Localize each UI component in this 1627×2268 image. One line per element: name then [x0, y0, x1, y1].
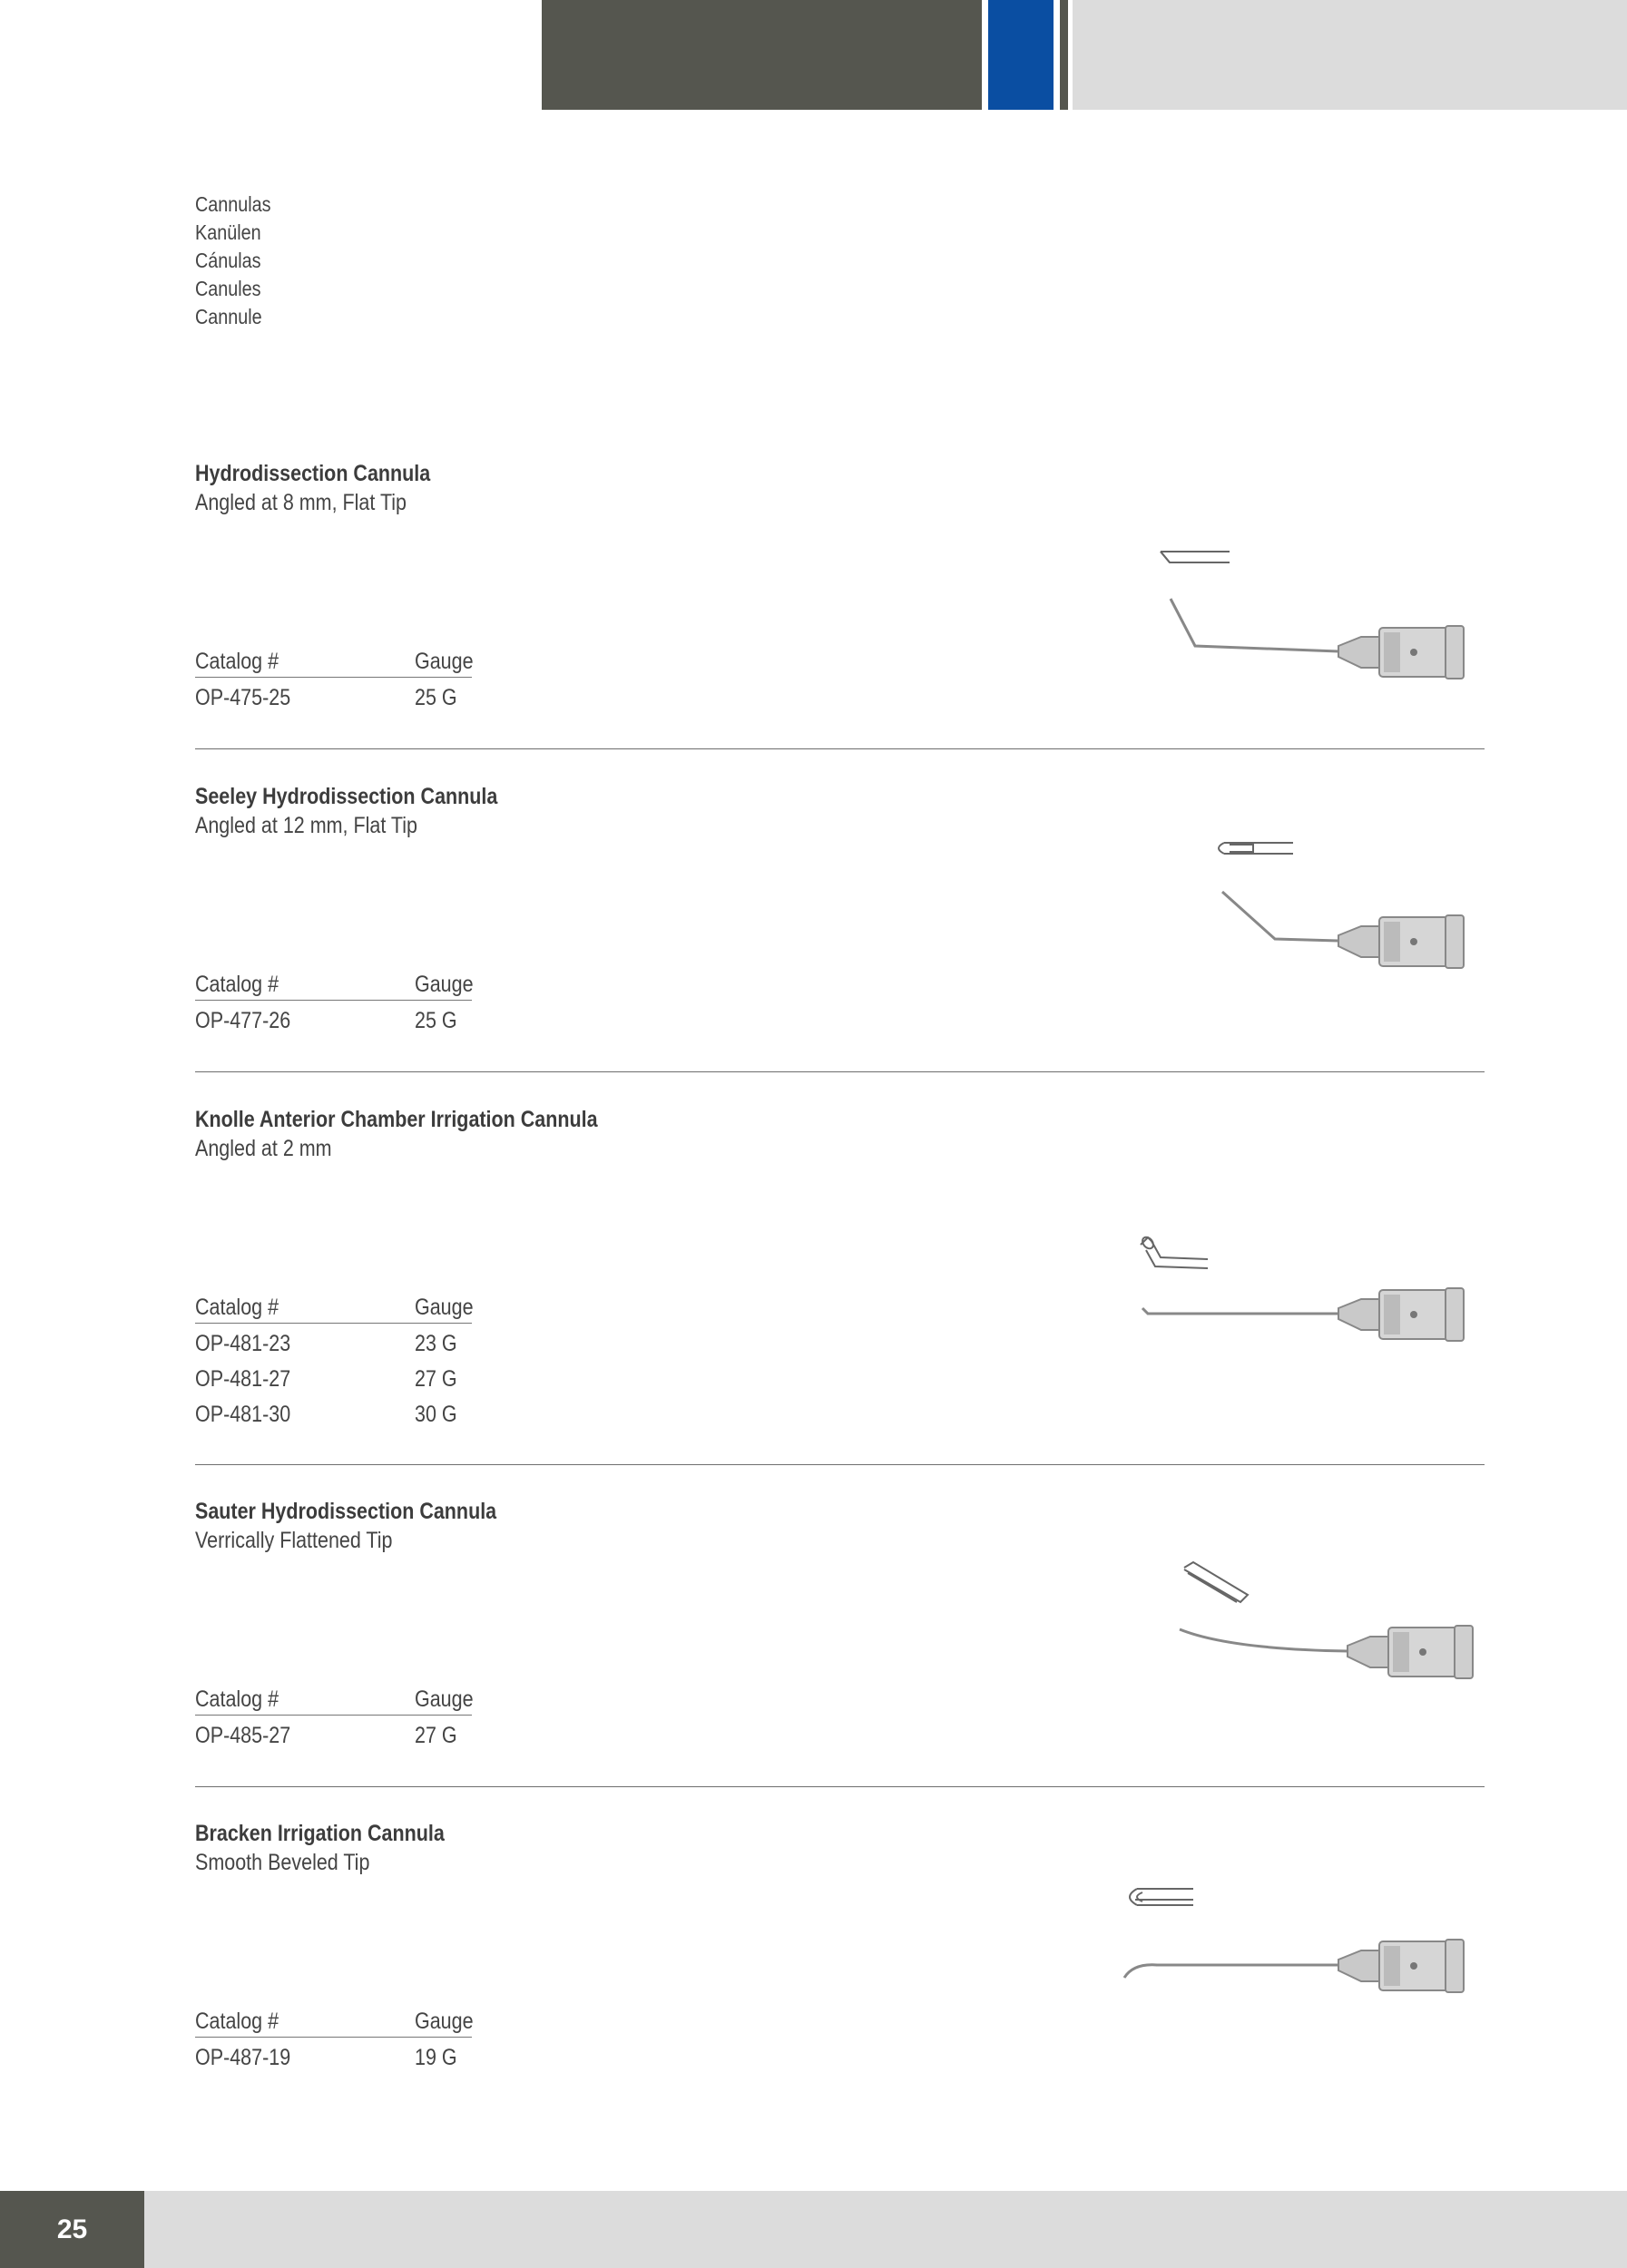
footer-bar: [144, 2191, 1627, 2268]
category-title-it: Cannule: [195, 305, 262, 328]
table-row: [195, 1716, 472, 1751]
product-table: [195, 2000, 472, 2073]
table-row: [195, 1394, 472, 1430]
product-seeley-hydrodissection-cannula: [195, 782, 1484, 1033]
gauge-value: 23 G: [415, 1331, 457, 1356]
product-name: Knolle Anterior Chamber Irrigation Cannula: [195, 1107, 598, 1132]
gauge-value: 19 G: [415, 2045, 457, 2070]
table-header: [195, 1678, 472, 1716]
product-bracken-irrigation-cannula: [195, 1819, 1484, 2070]
category-title-fr: Canules: [195, 277, 261, 300]
product-hydrodissection-cannula: [195, 459, 1484, 710]
catalog-number: OP-477-26: [195, 1008, 291, 1033]
gauge-value: 25 G: [415, 1008, 457, 1033]
header-blue-block: [988, 0, 1054, 110]
gauge-header: Gauge: [415, 649, 474, 674]
catalog-number: OP-481-27: [195, 1366, 291, 1392]
product-name: Seeley Hydrodissection Cannula: [195, 784, 498, 809]
product-table: [195, 1286, 472, 1430]
seeley-cannula-illustration: [1211, 839, 1493, 993]
product-subtitle: Angled at 2 mm: [195, 1136, 332, 1161]
gauge-value: 25 G: [415, 685, 457, 710]
bracken-cannula-illustration: [1121, 1885, 1493, 2012]
catalog-header: Catalog #: [195, 1295, 279, 1320]
gauge-value: 30 G: [415, 1402, 457, 1427]
product-table: [195, 1678, 472, 1751]
catalog-header: Catalog #: [195, 649, 279, 674]
knolle-cannula-illustration: [1139, 1234, 1493, 1352]
table-row: [195, 1324, 472, 1359]
catalog-number: OP-481-30: [195, 1402, 291, 1427]
page-number: 25: [56, 2214, 88, 2244]
hydrodissection-cannula-illustration: [1157, 544, 1493, 689]
category-title-es: Cánulas: [195, 249, 261, 272]
table-row: [195, 678, 472, 713]
category-title-list: [195, 191, 283, 331]
product-name: Sauter Hydrodissection Cannula: [195, 1499, 497, 1524]
catalog-number: OP-485-27: [195, 1723, 291, 1748]
category-title-en: Cannulas: [195, 192, 271, 216]
catalog-header: Catalog #: [195, 2009, 279, 2034]
catalog-number: OP-475-25: [195, 685, 291, 710]
header-separator-block: [1060, 0, 1068, 110]
header-dark-block: [542, 0, 982, 110]
table-header: [195, 1286, 472, 1324]
section-divider: [195, 1071, 1485, 1072]
table-header: [195, 2000, 472, 2038]
product-subtitle: Angled at 12 mm, Flat Tip: [195, 813, 417, 838]
header-light-block: [1073, 0, 1627, 110]
sauter-cannula-illustration: [1175, 1560, 1493, 1696]
catalog-header: Catalog #: [195, 972, 279, 997]
section-divider: [195, 1464, 1485, 1465]
table-row: [195, 2038, 472, 2073]
table-row: [195, 1359, 472, 1394]
table-row: [195, 1001, 472, 1036]
category-title-de: Kanülen: [195, 220, 261, 244]
product-knolle-irrigation-cannula: [195, 1105, 1484, 1427]
product-subtitle: Angled at 8 mm, Flat Tip: [195, 490, 407, 515]
gauge-header: Gauge: [415, 1686, 474, 1712]
catalog-number: OP-481-23: [195, 1331, 291, 1356]
section-divider: [195, 748, 1485, 749]
product-name: Hydrodissection Cannula: [195, 461, 431, 486]
product-table: [195, 963, 472, 1036]
catalog-header: Catalog #: [195, 1686, 279, 1712]
product-table: [195, 640, 472, 713]
product-subtitle: Smooth Beveled Tip: [195, 1850, 370, 1875]
gauge-header: Gauge: [415, 1295, 474, 1320]
product-name: Bracken Irrigation Cannula: [195, 1821, 445, 1846]
table-header: [195, 640, 472, 678]
section-divider: [195, 1786, 1485, 1787]
gauge-value: 27 G: [415, 1366, 457, 1392]
catalog-number: OP-487-19: [195, 2045, 291, 2070]
table-header: [195, 963, 472, 1001]
gauge-value: 27 G: [415, 1723, 457, 1748]
product-subtitle: Verrically Flattened Tip: [195, 1528, 393, 1553]
gauge-header: Gauge: [415, 2009, 474, 2034]
product-sauter-hydrodissection-cannula: [195, 1497, 1484, 1748]
gauge-header: Gauge: [415, 972, 474, 997]
